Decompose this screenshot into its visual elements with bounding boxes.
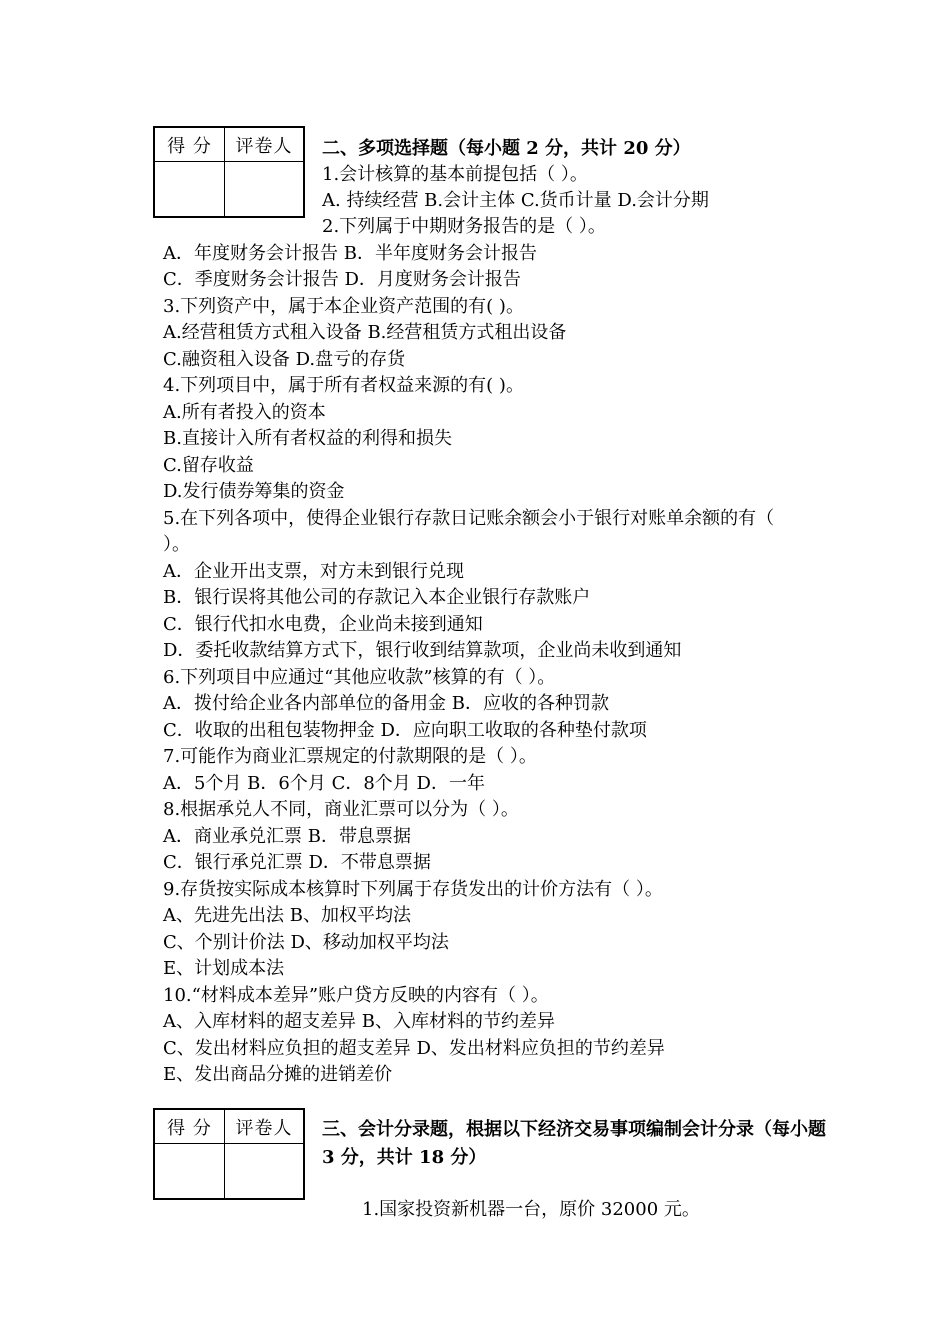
- q6-stem: 6.下列项目中应通过“其他应收款”核算的有（ ）。: [163, 667, 556, 688]
- q4-option-a: A.所有者投入的资本: [163, 402, 326, 423]
- score-table-2: [153, 1108, 305, 1200]
- q7-options: A．5个月 B．6个月 C．8个月 D．一年: [163, 773, 485, 794]
- q6-options-cd: C．收取的出租包装物押金 D．应向职工收取的各种垫付款项: [163, 720, 647, 741]
- q9-option-e: E、计划成本法: [163, 958, 285, 979]
- q8-options-cd: C．银行承兑汇票 D．不带息票据: [163, 852, 431, 873]
- section3-q1: 1.国家投资新机器一台，原价 32000 元。: [362, 1199, 700, 1220]
- q9-options-cd: C、个别计价法 D、移动加权平均法: [163, 932, 449, 953]
- q10-option-e: E、发出商品分摊的进销差价: [163, 1064, 393, 1085]
- section2-heading: 二、多项选择题（每小题 2 分，共计 20 分）: [322, 138, 691, 159]
- q6-options-ab: A．拨付给企业各内部单位的备用金 B．应收的各种罚款: [163, 693, 609, 714]
- q2-stem: 2.下列属于中期财务报告的是（ ）。: [322, 216, 606, 237]
- q4-option-b: B.直接计入所有者权益的利得和损失: [163, 428, 452, 449]
- q3-options-ab: A.经营租赁方式租入设备 B.经营租赁方式租出设备: [163, 322, 567, 343]
- score-table: [153, 126, 305, 218]
- q4-stem: 4.下列项目中，属于所有者权益来源的有( )。: [163, 375, 524, 396]
- q2-options-ab: A．年度财务会计报告 B．半年度财务会计报告: [163, 243, 537, 264]
- q5-option-d: D．委托收款结算方式下，银行收到结算款项，企业尚未收到通知: [163, 640, 682, 661]
- q1-options: A. 持续经营 B.会计主体 C.货币计量 D.会计分期: [322, 190, 709, 211]
- q10-options-ab: A、入库材料的超支差异 B、入库材料的节约差异: [163, 1011, 555, 1032]
- section3-heading: 三、会计分录题，根据以下经济交易事项编制会计分录（每小题: [322, 1119, 826, 1140]
- q3-stem: 3.下列资产中，属于本企业资产范围的有( )。: [163, 296, 524, 317]
- q7-stem: 7.可能作为商业汇票规定的付款期限的是（ ）。: [163, 746, 537, 767]
- score-label: 得 分: [155, 1110, 225, 1144]
- grader-label: 评卷人: [225, 1110, 303, 1144]
- q10-stem: 10.“材料成本差异”账户贷方反映的内容有（ ）。: [163, 985, 549, 1006]
- grader-label: 评卷人: [225, 128, 303, 162]
- q3-options-cd: C.融资租入设备 D.盘亏的存货: [163, 349, 406, 370]
- q4-option-d: D.发行债券筹集的资金: [163, 481, 345, 502]
- q9-options-ab: A、先进先出法 B、加权平均法: [163, 905, 411, 926]
- q1-stem: 1.会计核算的基本前提包括（ ）。: [322, 164, 588, 185]
- q10-options-cd: C、发出材料应负担的超支差异 D、发出材料应负担的节约差异: [163, 1038, 665, 1059]
- q4-option-c: C.留存收益: [163, 455, 254, 476]
- q2-options-cd: C．季度财务会计报告 D．月度财务会计报告: [163, 269, 521, 290]
- q8-stem: 8.根据承兑人不同，商业汇票可以分为（ ）。: [163, 799, 519, 820]
- grader-cell: [225, 162, 303, 216]
- q5-option-c: C．银行代扣水电费，企业尚未接到通知: [163, 614, 483, 635]
- section3-heading-cont: 3 分，共计 18 分）: [322, 1147, 487, 1168]
- score-cell: [155, 162, 225, 216]
- q8-options-ab: A．商业承兑汇票 B．带息票据: [163, 826, 411, 847]
- score-cell: [155, 1144, 225, 1198]
- q5-stem: 5.在下列各项中，使得企业银行存款日记账余额会小于银行对账单余额的有（: [163, 508, 775, 529]
- grader-cell: [225, 1144, 303, 1198]
- q9-stem: 9.存货按实际成本核算时下列属于存货发出的计价方法有（ ）。: [163, 879, 663, 900]
- q5-stem-end: ）。: [163, 534, 190, 555]
- q5-option-a: A．企业开出支票，对方未到银行兑现: [163, 561, 464, 582]
- score-label: 得 分: [155, 128, 225, 162]
- q5-option-b: B．银行误将其他公司的存款记入本企业银行存款账户: [163, 587, 591, 608]
